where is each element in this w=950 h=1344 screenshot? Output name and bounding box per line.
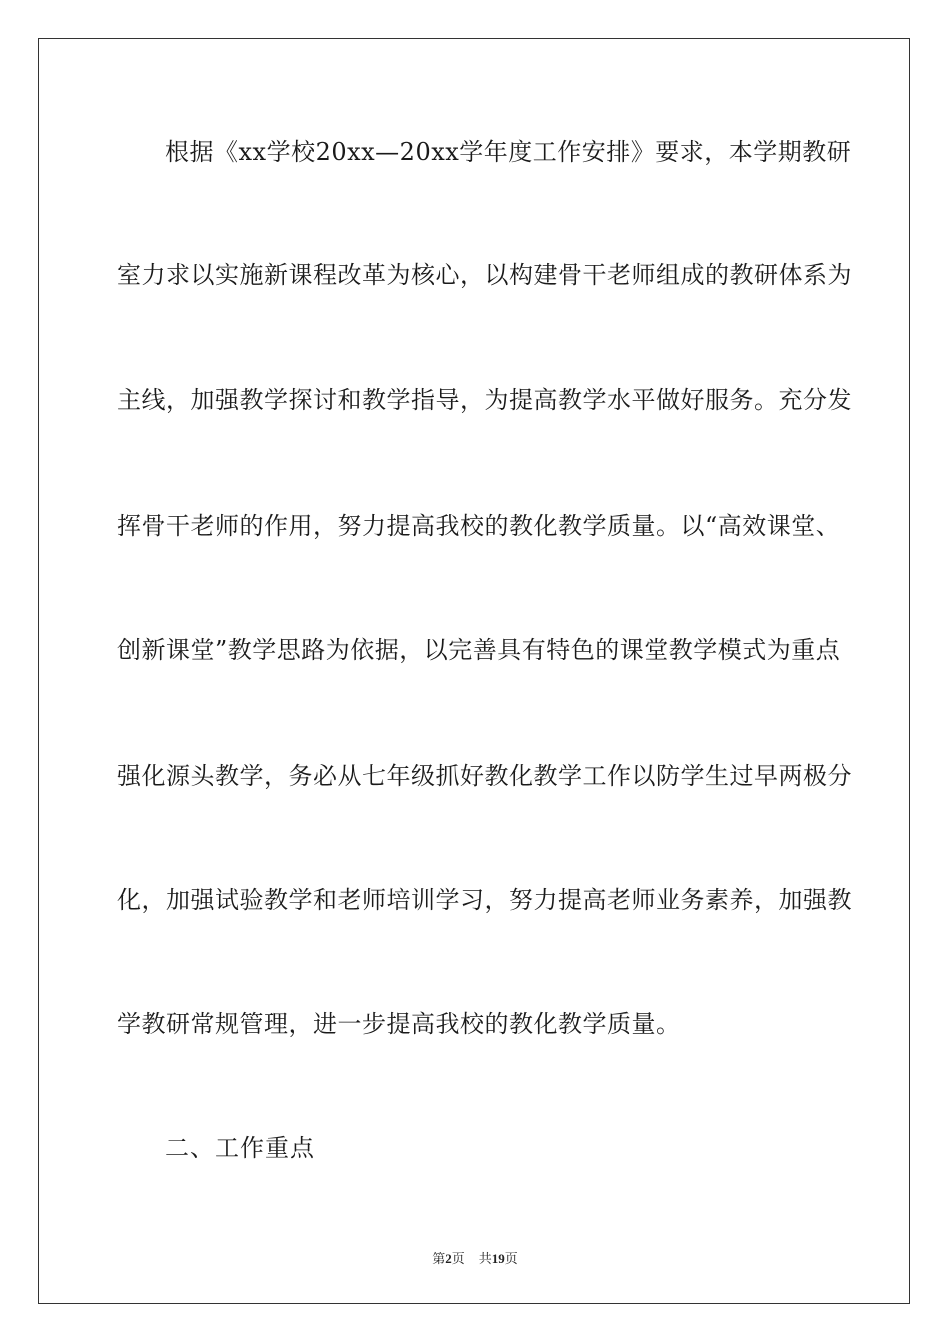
page-prefix: 第 [432,1251,446,1266]
paragraph-line-6: 强化源头教学，务必从七年级抓好教化教学工作以防学生过早两极分 [117,762,852,790]
total-suffix: 页 [504,1251,518,1266]
paragraph-line-2: 室力求以实施新课程改革为核心，以构建骨干老师组成的教研体系为 [117,261,852,289]
paragraph-line-3: 主线，加强教学探讨和教学指导，为提高教学水平做好服务。充分发 [117,386,852,414]
page-suffix: 页 [451,1251,465,1266]
page-number: 2 [445,1251,452,1266]
page-footer [0,1248,950,1267]
paragraph-line-5: 创新课堂”教学思路为依据，以完善具有特色的课堂教学模式为重点 [117,636,841,664]
total-pages: 19 [491,1251,505,1266]
section-heading: 二、工作重点 [165,1134,315,1162]
total-prefix: 共 [478,1251,492,1266]
paragraph-line-8: 学教研常规管理，进一步提高我校的教化教学质量。 [117,1010,681,1038]
page-border [38,38,910,1304]
paragraph-line-7: 化，加强试验教学和老师培训学习，努力提高老师业务素养，加强教 [117,886,852,914]
paragraph-line-1: 根据《xx学校20xx—20xx学年度工作安排》要求，本学期教研 [165,138,852,166]
paragraph-line-4: 挥骨干老师的作用，努力提高我校的教化教学质量。以“高效课堂、 [117,512,841,540]
